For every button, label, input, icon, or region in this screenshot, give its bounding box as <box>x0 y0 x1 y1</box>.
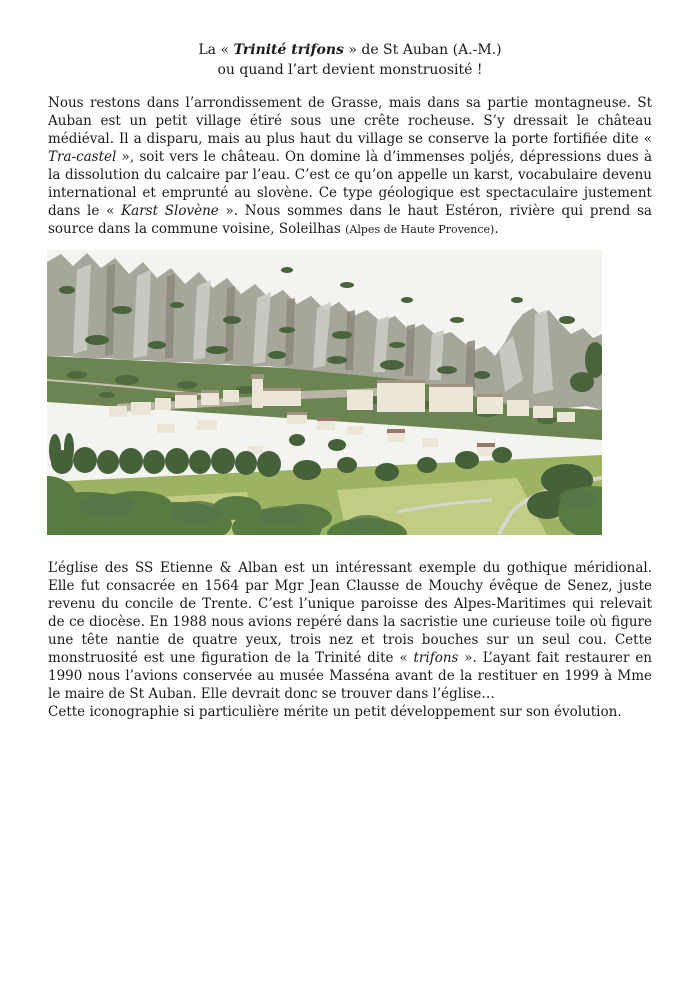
p2-italic-trifons: trifons <box>413 650 459 666</box>
village-photo <box>47 250 602 535</box>
page-title <box>0 0 700 80</box>
title-line-2: ou quand l’art devient monstruosité ! <box>217 62 483 78</box>
paragraph-1 <box>48 94 652 239</box>
paragraph-2 <box>48 559 652 703</box>
p1-segment-1: Nous restons dans l’arrondissement de Grasse, mais dans sa partie montagneuse. St Auban est un petit village étiré sous une crête rocheuse. S’y dressait le château médiéval. Il a disparu, mais au plus haut du village se conserve la porte fortifiée dite « <box>48 95 652 147</box>
p1-segment-3: ». Nous sommes dans le haut Estéron, rivière qui prend sa source dans la commune voisine, Soleilhas <box>48 203 652 237</box>
p1-segment-4: . <box>494 221 499 237</box>
p1-small-note: (Alpes de Haute Provence) <box>345 223 495 236</box>
closing-line: Cette iconographie si particulière mérite un petit développement sur son évolution. <box>48 704 622 720</box>
title-line-1 <box>0 40 700 60</box>
title-suffix: » de St Auban (A.-M.) <box>343 42 502 58</box>
p2-segment-2: ». L’ayant fait restaurer en 1990 nous l’avions conservée au musée Masséna avant de la restituer en 1999 à Mme le maire de St Auban. Elle devrait donc se trouver dans l’église… <box>48 650 653 702</box>
village-photo-svg <box>47 250 602 535</box>
p2-segment-1: L’église des SS Etienne & Alban est un intéressant exemple du gothique méridional. Elle fut consacrée en 1564 par Mgr Jean Clausse de Mouchy évêque de Senez, juste revenu du concile de Trente. C’est l’unique paroisse des Alpes-Maritimes qui relevait de ce diocèse. En 1988 nous avions repéré dans la sacristie une curieuse toile où figure une tête nantie de quatre yeux, trois nez et trois bouches sur un seul cou. Cette monstruosité est une figuration de la Trinité dite « <box>48 560 652 666</box>
p1-italic-karst-slovene: Karst Slovène <box>121 203 219 219</box>
title-prefix: La « <box>198 42 234 58</box>
title-emphasis: Trinité trifons <box>233 42 344 58</box>
p1-italic-tra-castel: Tra-castel <box>48 149 117 165</box>
p1-segment-2: », soit vers le château. On domine là d’immenses poljés, dépressions dues à la dissolution du calcaire par l’eau. C’est ce qu’on appelle un karst, vocabulaire devenu international et emprunté au slovène. Ce type géologique est spectaculaire justement dans le « <box>48 149 652 219</box>
